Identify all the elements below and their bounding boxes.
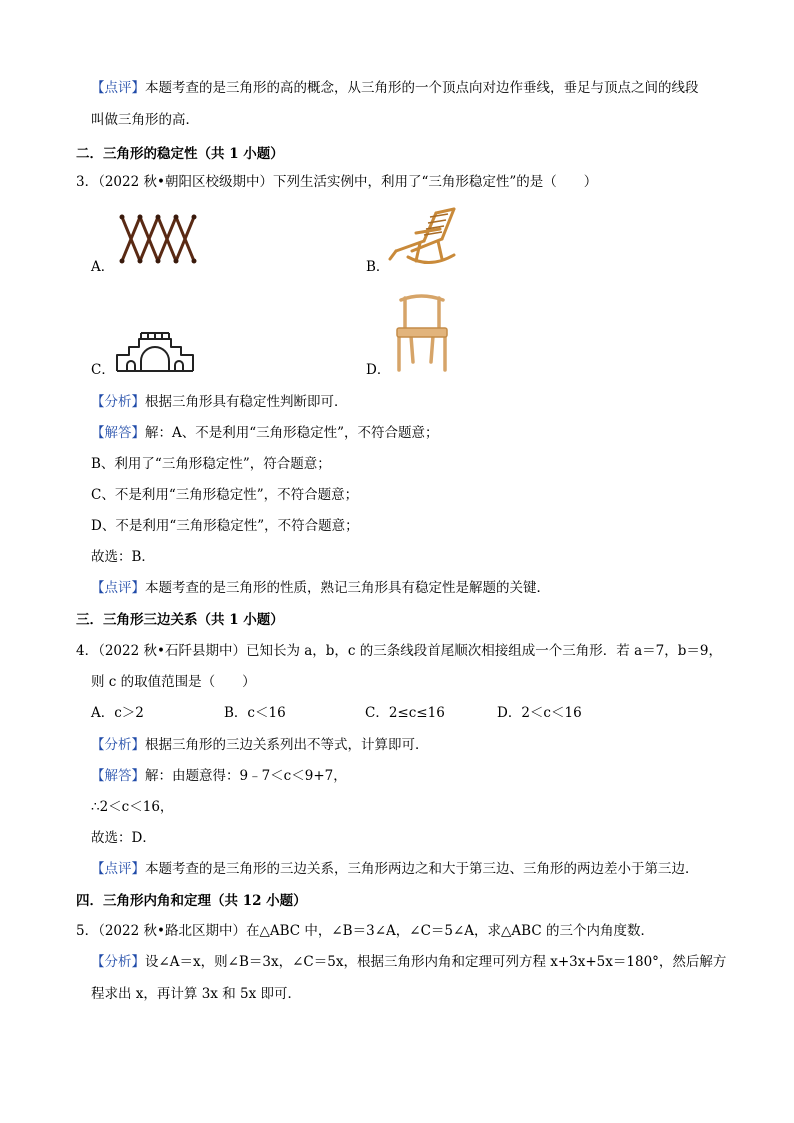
analysis-text: 根据三角形的三边关系列出不等式，计算即可． [145, 737, 429, 753]
q3-comment [91, 579, 550, 597]
answer-tag: 【解答】 [91, 768, 145, 784]
q4-option-c: C．2≤c≤16 [365, 705, 445, 721]
reclining-chair-image [386, 207, 460, 269]
q3-answer-line-3: C、不是利用“三角形稳定性”，不符合题意； [91, 487, 359, 503]
comment-text: 本题考查的是三角形的性质，熟记三角形具有稳定性是解题的关键． [145, 580, 550, 596]
q3-option-c-label: C． [91, 362, 115, 378]
comment-text: 本题考查的是三角形的高的概念，从三角形的一个顶点向对边作垂线，垂足与顶点之间的线段 [145, 80, 699, 96]
analysis-tag: 【分析】 [91, 737, 145, 753]
comment-text: 本题考查的是三角形的三边关系，三角形两边之和大于第三边、三角形的两边差小于第三边． [145, 861, 699, 877]
q3-option-b-label: B． [366, 259, 390, 275]
q4-answer-line-2: ∴2＜c＜16， [91, 799, 174, 815]
analysis-tag: 【分析】 [91, 954, 145, 970]
q3-answer-line-4: D、不是利用“三角形稳定性”，不符合题意； [91, 518, 359, 534]
answer-tag: 【解答】 [91, 425, 145, 441]
answer-text: 解：由题意得：9﹣7＜c＜9+7， [145, 768, 347, 784]
q3-option-a-label: A． [91, 259, 115, 275]
q5-analysis-line-1 [91, 953, 726, 971]
analysis-tag: 【分析】 [91, 394, 145, 410]
q4-option-a: A．c＞2 [91, 705, 144, 721]
section-title-stability: 二．三角形的稳定性（共 1 小题） [76, 146, 284, 162]
q3-choice: 故选：B． [91, 549, 155, 565]
wooden-chair-image [393, 290, 451, 374]
q4-analysis [91, 736, 429, 754]
analysis-text: 根据三角形具有稳定性判断即可． [145, 394, 348, 410]
q5-analysis-line-2: 程求出 x，再计算 3x 和 5x 即可． [91, 986, 301, 1002]
q4-answer-line-1 [91, 767, 347, 785]
q3-answer-line-1 [91, 424, 439, 442]
comment-line-2: 叫做三角形的高． [91, 112, 199, 128]
question-5-stem: 5．（2022 秋•路北区期中）在△ABC 中，∠B＝3∠A，∠C＝5∠A，求△ABC 的三个内角度数． [76, 923, 654, 939]
question-4-stem-line-2: 则 c 的取值范围是（ ） [91, 674, 256, 690]
question-3-stem: 3．（2022 秋•朝阳区校级期中）下列生活实例中，利用了“三角形稳定性”的是（ ） [76, 174, 598, 190]
q4-option-b: B．c＜16 [224, 705, 286, 721]
arch-bridge-image [115, 325, 195, 373]
section-title-angle-sum: 四．三角形内角和定理（共 12 小题） [76, 893, 307, 909]
question-4-stem-line-1: 4．（2022 秋•石阡县期中）已知长为 a，b，c 的三条线段首尾顺次相接组成一个三角形．若 a＝7，b＝9， [76, 643, 722, 659]
q3-answer-line-2: B、利用了“三角形稳定性”，符合题意； [91, 456, 331, 472]
comment-tag: 【点评】 [91, 580, 145, 596]
comment-tag: 【点评】 [91, 861, 145, 877]
lattice-fence-image [118, 211, 204, 269]
q4-comment [91, 860, 699, 878]
section-title-side-relation: 三．三角形三边关系（共 1 小题） [76, 612, 284, 628]
comment-line-1 [91, 79, 699, 97]
q4-option-d: D．2＜c＜16 [497, 705, 582, 721]
answer-text: 解：A、不是利用“三角形稳定性”，不符合题意； [145, 425, 439, 441]
q3-option-d-label: D． [366, 362, 391, 378]
q4-choice: 故选：D． [91, 830, 156, 846]
analysis-text: 设∠A＝x，则∠B＝3x，∠C＝5x，根据三角形内角和定理可列方程 x+3x+5x＝180°，然后解方 [145, 954, 727, 970]
comment-tag: 【点评】 [91, 80, 145, 96]
q3-analysis [91, 393, 348, 411]
